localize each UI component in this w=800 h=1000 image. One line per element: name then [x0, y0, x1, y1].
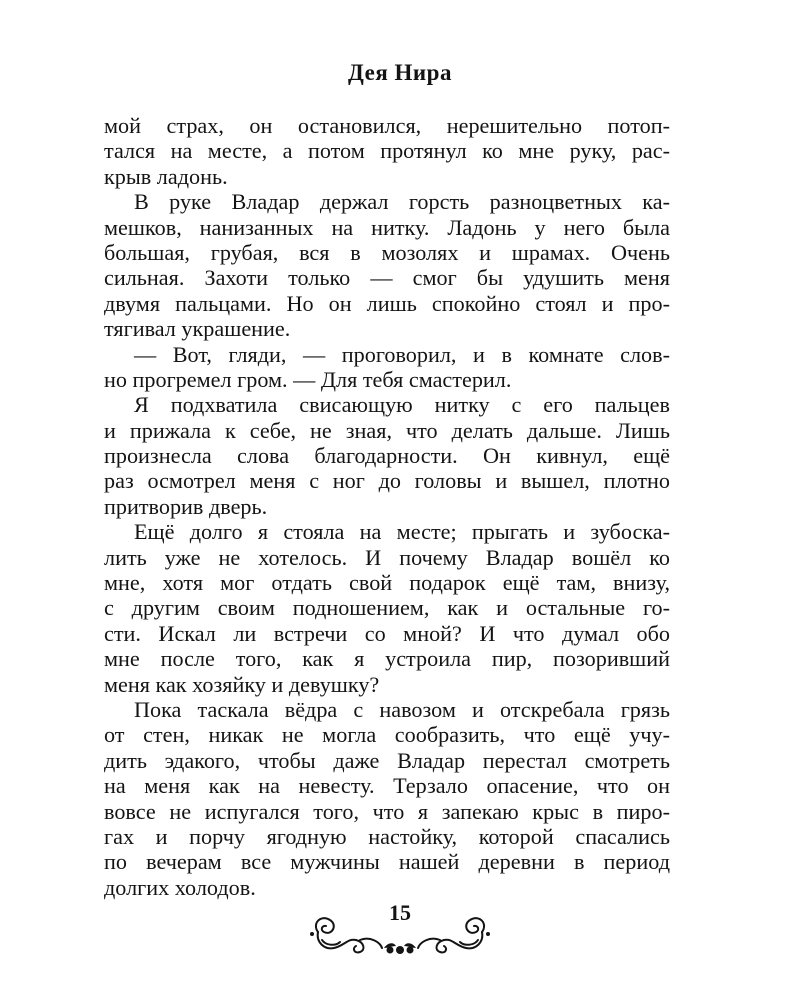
- page-number: 15: [389, 900, 411, 925]
- text-line: тягивал украшение.: [104, 316, 291, 342]
- text-line: мне, хотя мог отдать свой подарок ещё там, внизу,: [104, 570, 670, 596]
- running-header: Дея Нира: [348, 60, 452, 85]
- text-line: гах и порчу ягодную настойку, которой спасались: [104, 823, 670, 849]
- text-line: долгих холодов.: [104, 874, 256, 900]
- text-line: Пока таскала вёдра с навозом и отскребала грязь: [134, 696, 670, 722]
- text-line: сти. Искал ли встречи со мной? И что думал обо: [104, 620, 670, 646]
- text-line: и прижала к себе, не зная, что делать дальше. Лишь: [104, 417, 670, 443]
- text-line: на меня как на невесту. Терзало опасение, что он: [104, 773, 670, 799]
- text-line: но прогремел гром. — Для тебя смастерил.: [104, 366, 512, 392]
- text-line: притворив дверь.: [104, 493, 268, 519]
- text-line: большая, грубая, вся в мозолях и шрамах. Очень: [104, 239, 670, 265]
- text-line: тался на месте, а потом протянул ко мне руку, рас-: [104, 138, 670, 164]
- text-line: с другим своим подношением, как и остальные го-: [104, 595, 670, 621]
- text-line: дить эдакого, чтобы даже Владар перестал смотреть: [104, 747, 670, 773]
- text-line: двумя пальцами. Но он лишь спокойно стоял и про-: [104, 290, 670, 316]
- text-line: мешков, нанизанных на нитку. Ладонь у него была: [104, 214, 670, 240]
- text-line: раз осмотрел меня с ног до головы и вышел, плотно: [104, 468, 670, 494]
- text-line: вовсе не испугался того, что я запекаю крыс в пиро-: [104, 798, 670, 824]
- text-line: произнесла слова благодарности. Он кивнул, ещё: [104, 443, 670, 469]
- body-text: [104, 113, 670, 900]
- text-line: Ещё долго я стояла на месте; прыгать и зубоска-: [134, 519, 670, 545]
- text-line: лить уже не хотелось. И почему Владар вошёл ко: [104, 544, 670, 570]
- text-line: мне после того, как я устроила пир, позоривший: [104, 646, 670, 672]
- text-line: — Вот, гляди, — проговорил, и в комнате слов-: [134, 341, 670, 367]
- text-line: по вечерам все мужчины нашей деревни в период: [104, 849, 670, 875]
- text-line: крыв ладонь.: [104, 163, 228, 189]
- text-line: мой страх, он остановился, нерешительно потоп-: [104, 113, 670, 138]
- text-line: сильная. Захоти только — смог бы удушить меня: [104, 265, 670, 291]
- flourish-ornament-icon: [300, 906, 500, 966]
- text-line: меня как хозяйку и девушку?: [104, 671, 380, 697]
- text-line: В руке Владар держал горсть разноцветных ка-: [134, 189, 670, 215]
- text-line: Я подхватила свисающую нитку с его пальцев: [134, 392, 670, 418]
- text-line: от стен, никак не могла сообразить, что ещё учу-: [104, 722, 670, 748]
